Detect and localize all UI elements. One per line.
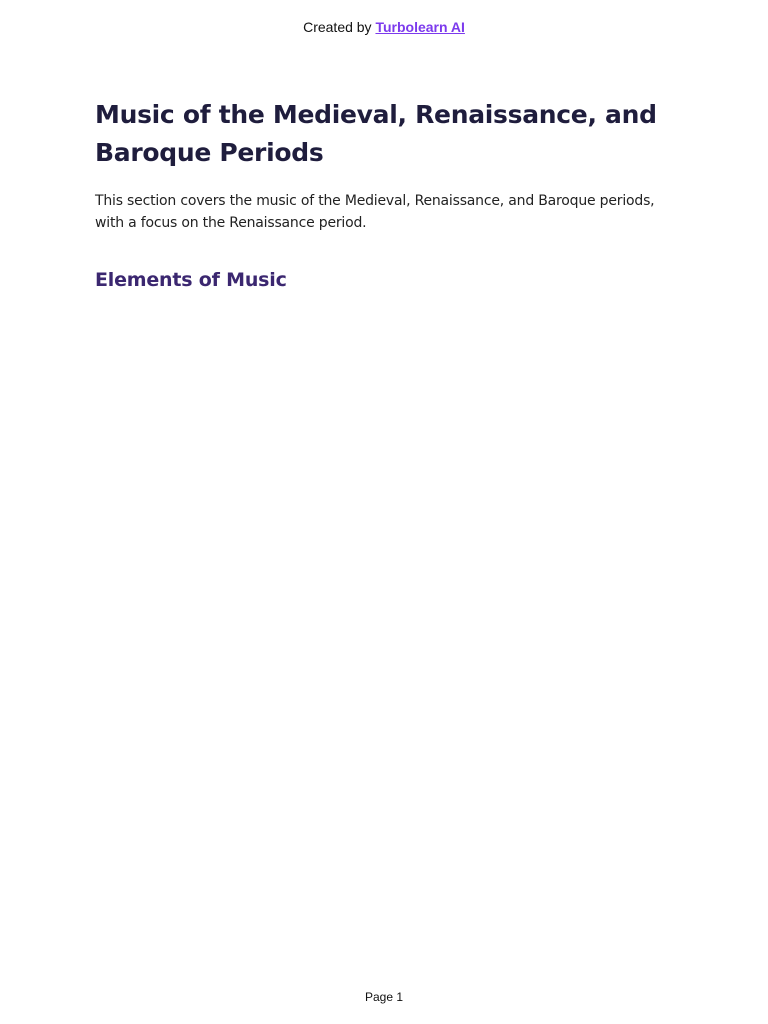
section-heading-elements-of-music: Elements of Music bbox=[95, 269, 287, 291]
created-by-header bbox=[0, 18, 768, 36]
page-title: Music of the Medieval, Renaissance, and Baroque Periods bbox=[95, 100, 657, 167]
document-content bbox=[95, 96, 675, 292]
turbolearn-link[interactable]: Turbolearn AI bbox=[375, 19, 465, 35]
created-by-label: Created by bbox=[303, 19, 372, 35]
page-number: Page 1 bbox=[364, 990, 404, 1004]
intro-paragraph: This section covers the music of the Medieval, Renaissance, and Baroque periods, with a focus on the Renaissance period. bbox=[95, 193, 655, 231]
